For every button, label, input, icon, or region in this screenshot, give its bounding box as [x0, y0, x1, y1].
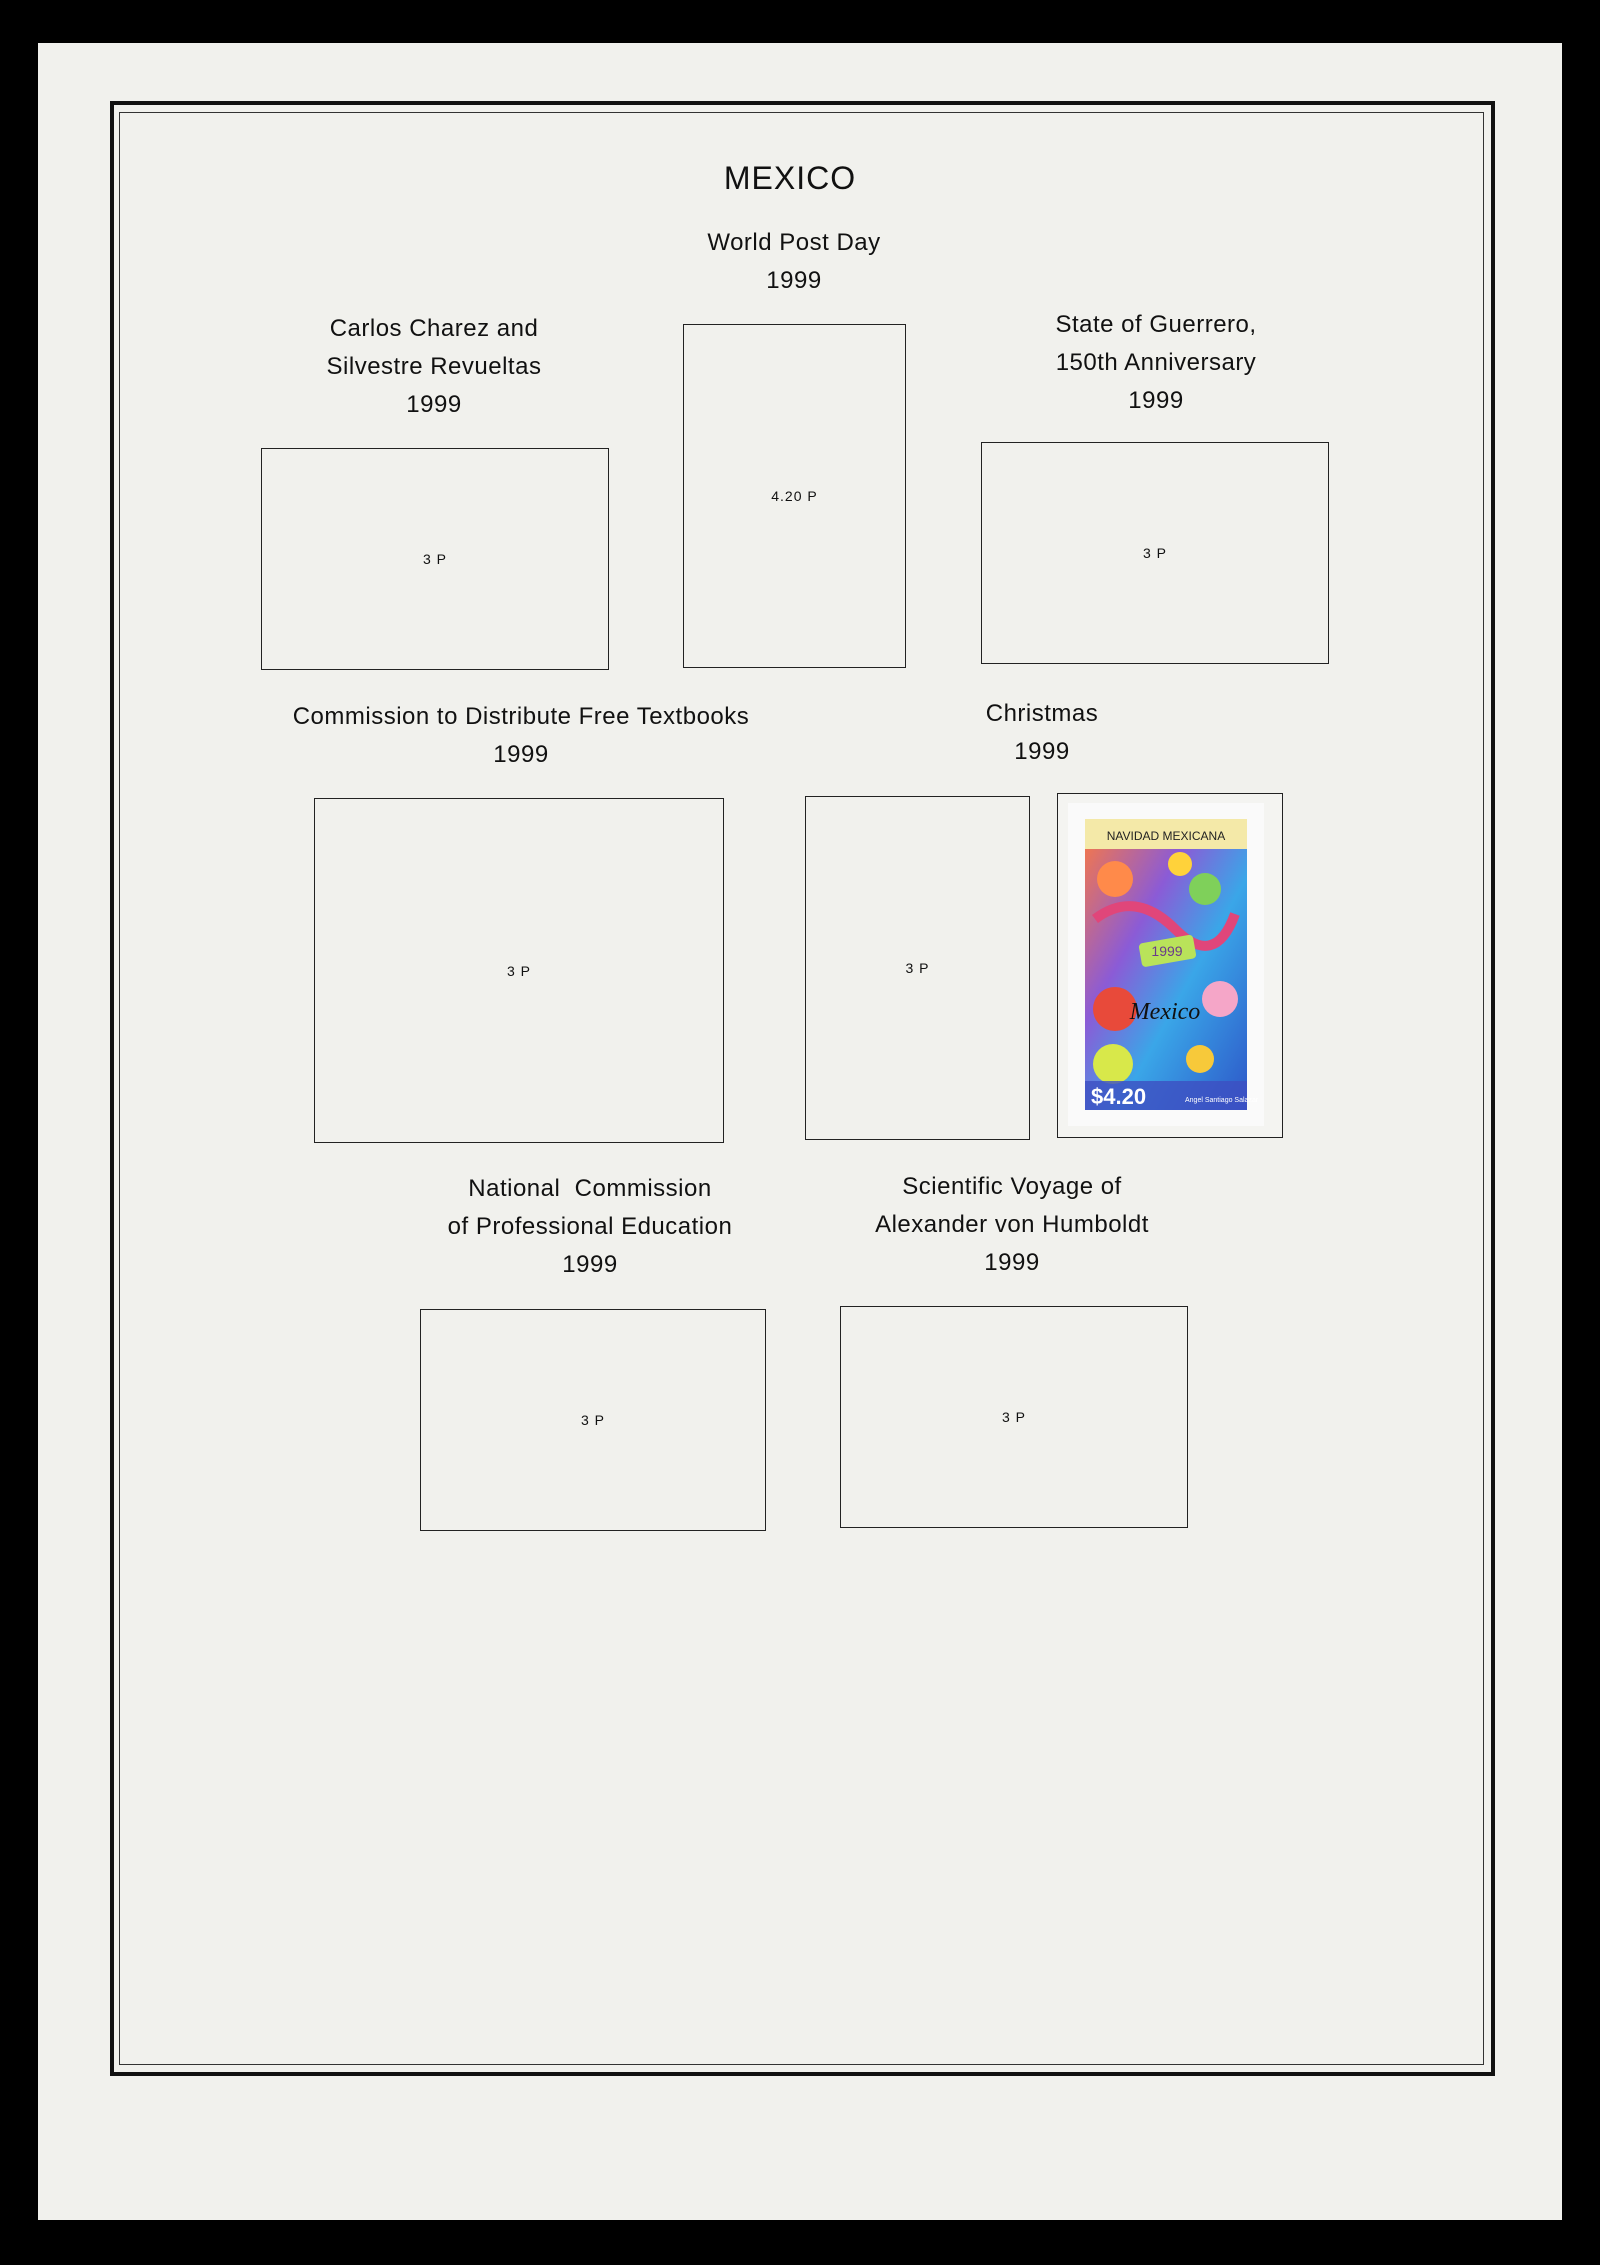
christmas-stamp	[1068, 803, 1264, 1126]
christmas-stamp-artwork	[1085, 819, 1259, 1110]
denomination-label: 4.20 P	[771, 488, 818, 504]
section-title-line-1: Scientific Voyage of	[902, 1173, 1122, 1200]
svg-text:NAVIDAD MEXICANA: NAVIDAD MEXICANA	[1106, 829, 1226, 843]
denomination-label: 3 P	[1142, 545, 1167, 561]
page-title: MEXICO	[723, 160, 857, 196]
section-title: Christmas	[985, 700, 1099, 727]
section-title-line-1: National Commission	[468, 1175, 712, 1202]
section-year: 1999	[406, 391, 462, 418]
stamp-mount	[1057, 793, 1283, 1138]
denomination-label: 3 P	[506, 962, 531, 979]
section-title-line-2: 150th Anniversary	[1055, 349, 1257, 376]
stamp-space	[420, 1309, 766, 1531]
denomination-label: 3 P	[1001, 1409, 1026, 1425]
section-title-line-2: Alexander von Humboldt	[875, 1211, 1149, 1238]
section-year: 1999	[1014, 738, 1070, 765]
section-title-line-2: of Professional Education	[447, 1213, 733, 1240]
section-title-line-2: Silvestre Revueltas	[326, 353, 542, 380]
section-year: 1999	[766, 267, 822, 294]
svg-text:1999: 1999	[1151, 943, 1183, 959]
denomination-label: 3 P	[422, 551, 447, 567]
svg-text:Angel Santiago Salazar: Angel Santiago Salazar	[1185, 1097, 1259, 1104]
section-title-line-1: State of Guerrero,	[1055, 311, 1257, 338]
stamp-space	[981, 442, 1329, 664]
stamp-space	[683, 324, 906, 668]
section-year: 1999	[493, 741, 549, 768]
section-year: 1999	[1128, 387, 1184, 414]
svg-text:Mexico: Mexico	[1129, 999, 1201, 1025]
section-title: Commission to Distribute Free Textbooks	[292, 703, 750, 730]
stamp-space	[261, 448, 609, 670]
section-year: 1999	[562, 1251, 618, 1278]
section-year: 1999	[984, 1249, 1040, 1276]
stamp-space	[314, 798, 724, 1143]
svg-text:$4.20: $4.20	[1091, 1084, 1147, 1109]
denomination-label: 3 P	[580, 1412, 605, 1428]
stamp-space	[805, 796, 1030, 1140]
denomination-label: 3 P	[905, 960, 930, 976]
section-title-line-1: Carlos Charez and	[329, 315, 539, 342]
section-title: World Post Day	[707, 229, 881, 256]
stamp-space	[840, 1306, 1188, 1528]
